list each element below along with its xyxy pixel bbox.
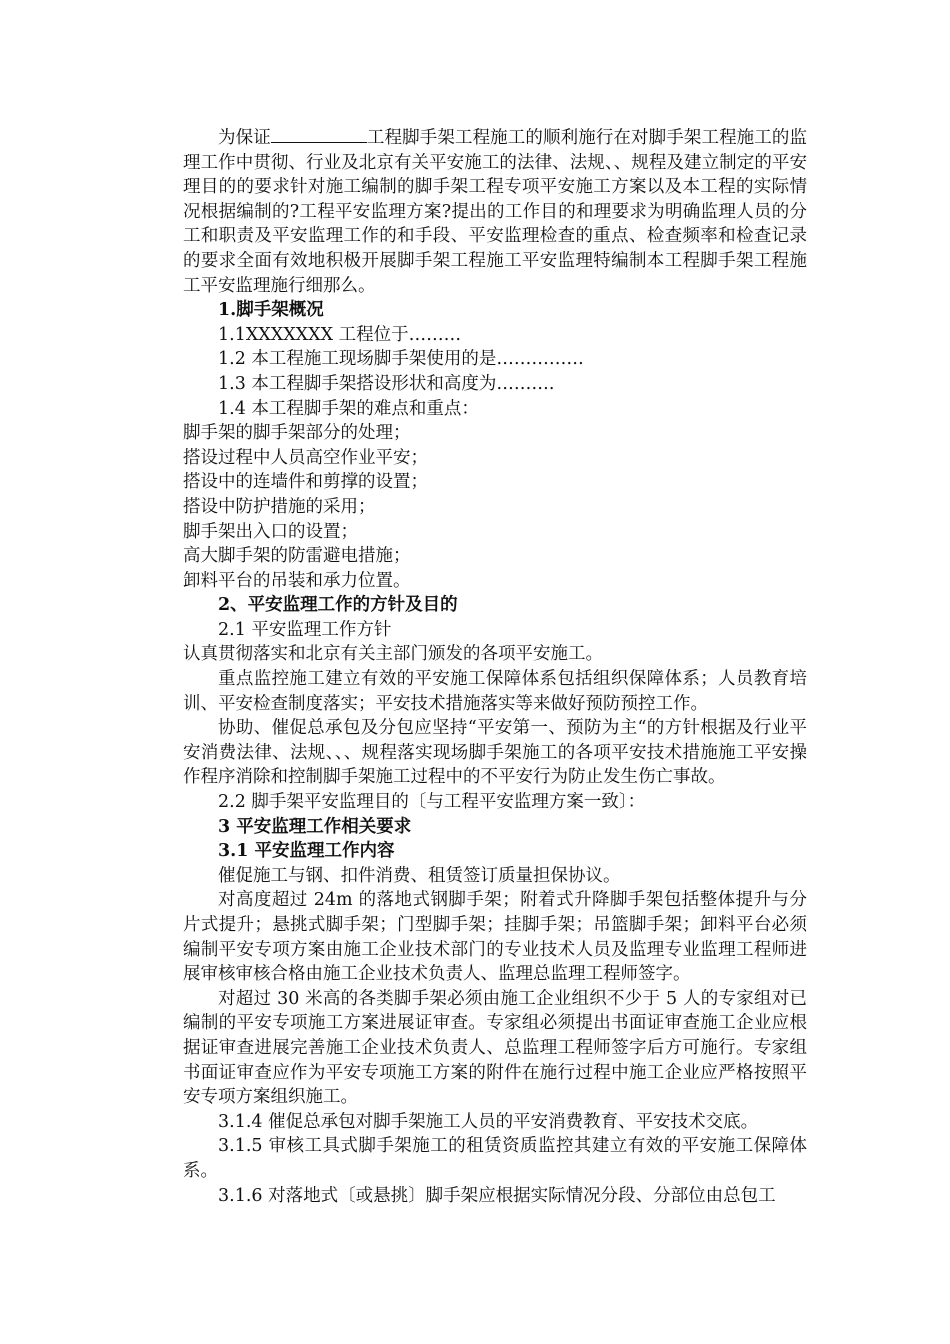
key-point-3: 搭设中的连墙件和剪撑的设置；: [183, 472, 428, 493]
key-point-5: 脚手架出入口的设置；: [183, 521, 358, 542]
section3-paragraph-2: 对高度超过 24m 的落地式钢脚手架；附着式升降脚手架包括整体提升与分片式提升；悬挑式脚手架；门型脚手架；挂脚手架；吊篮脚手架；卸料平台必须编制平安专项方案由施工企业技术部门的专业技术人员及监理专业监理工程师进展审核审核合格由施工企业技术负责人、监理总监理工程师签字。: [183, 890, 807, 985]
key-point-4: 搭设中防护措施的采用；: [183, 496, 376, 517]
section3-item-315: 3.1.5 审核工具式脚手架施工的租赁资质监控其建立有效的平安施工保障体系。: [183, 1136, 807, 1181]
intro-prefix: 为保证: [218, 128, 271, 148]
intro-suffix: 工程脚手架工程施工的顺利施行在对脚手架工程施工的监理工作中贯彻、行业及北京有关平安施工的法律、法规、、规程及建立制定的平安理目的的要求针对施工编制的脚手架工程专项平安施工方案以及本工程的实际情况根据编制的?工程平安监理方案?提出的工作目的和理要求为明确监理人员的分工和职责及平安监理工作的和手段、平安监理检查的重点、检查频率和检查记录的要求全面有效地积极开展脚手架工程施工平安监理特编制本工程脚手架工程施工平安监理施行细那么。: [183, 128, 808, 296]
section2-paragraph-3: 协助、催促总承包及分包应坚持“平安第一、预防为主“的方针根据及行业平安消费法律、法规、、、规程落实现场脚手架施工的各项平安技术措施施工平安操作程序消除和控制脚手架施工过程中的不平安行为防止发生伤亡事故。: [183, 718, 807, 788]
section1-item-4: 1.4 本工程脚手架的难点和重点：: [218, 398, 479, 419]
section2-paragraph-2: 重点监控施工建立有效的平安施工保障体系包括组织保障体系；人员教育培训、平安检查制度落实；平安技术措施落实等来做好预防预控工作。: [183, 669, 807, 714]
section2-heading: 2、平安监理工作的方针及目的: [218, 595, 458, 616]
section1-heading: 1.脚手架概况: [218, 300, 324, 321]
project-name-blank: [271, 125, 367, 143]
intro-paragraph: [183, 125, 807, 298]
section3-sub1: 3.1 平安监理工作内容: [218, 841, 395, 862]
section3-item-314: 3.1.4 催促总承包对脚手架施工人员的平安消费教育、平安技术交底。: [218, 1111, 759, 1132]
section1-item-2: 1.2 本工程施工现场脚手架使用的是……………: [218, 349, 584, 370]
key-point-1: 脚手架的脚手架部分的处理；: [183, 423, 411, 444]
section3-paragraph-1: 催促施工与钢、扣件消费、租赁签订质量担保协议。: [218, 865, 621, 886]
key-point-6: 高大脚手架的防雷避电措施；: [183, 546, 411, 567]
section2-sub1: 2.1 平安监理工作方针: [218, 619, 392, 640]
key-point-7: 卸料平台的吊装和承力位置。: [183, 570, 411, 591]
section2-paragraph-1: 认真贯彻落实和北京有关主部门颁发的各项平安施工。: [183, 644, 603, 665]
section2-sub2: 2.2 脚手架平安监理目的〔与工程平安监理方案一致〕：: [218, 792, 646, 813]
section1-item-3: 1.3 本工程脚手架搭设形状和高度为……….: [218, 373, 555, 394]
section3-heading: 3 平安监理工作相关要求: [218, 816, 412, 837]
section3-paragraph-3: 对超过 30 米高的各类脚手架必须由施工企业组织不少于 5 人的专家组对已编制的平安专项施工方案进展证审查。专家组必须提出书面证审查施工企业应根据证审查进展完善施工企业技术负责人、总监理工程师签字后方可施行。专家组书面证审查应作为平安专项施工方案的附件在施行过程中施工企业应严格按照平安专项方案组织施工。: [183, 988, 807, 1108]
key-point-2: 搭设过程中人员高空作业平安；: [183, 447, 428, 468]
section1-item-1: 1.1XXXXXXX 工程位于………: [218, 324, 462, 345]
section3-item-316: 3.1.6 对落地式〔或悬挑〕脚手架应根据实际情况分段、分部位由总包工: [218, 1185, 776, 1206]
